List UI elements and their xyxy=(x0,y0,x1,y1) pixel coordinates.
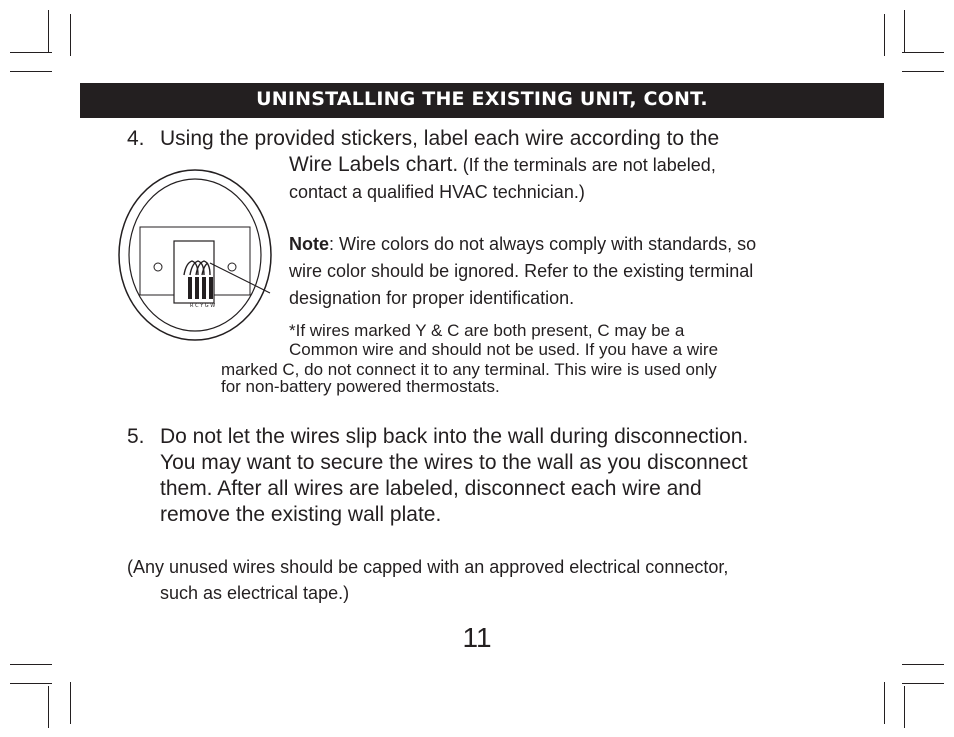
asterisk-note-line-4: for non-battery powered thermostats. xyxy=(221,377,500,396)
crop-mark xyxy=(70,14,71,56)
step-5-line-2: You may want to secure the wires to the wall as you disconnect xyxy=(160,451,748,474)
crop-mark xyxy=(48,10,49,52)
crop-mark xyxy=(904,10,905,52)
crop-mark xyxy=(70,682,71,724)
crop-mark xyxy=(10,683,52,684)
step-4-line-2 xyxy=(289,152,716,180)
asterisk-note-line-3: marked C, do not connect it to any terminal. This wire is used only xyxy=(221,360,717,379)
crop-mark xyxy=(10,664,52,665)
step-4-line-2-main: Wire Labels chart. xyxy=(289,153,459,176)
crop-mark xyxy=(884,14,885,56)
step-4-line-3: contact a qualified HVAC technician.) xyxy=(289,182,585,202)
wall-plate-illustration xyxy=(110,165,290,355)
step-5-line-4: remove the existing wall plate. xyxy=(160,503,442,526)
page-number: 11 xyxy=(462,622,492,653)
note-line-2: wire color should be ignored. Refer to the existing terminal xyxy=(289,261,754,281)
asterisk-note-line-2: Common wire and should not be used. If you have a wire xyxy=(289,340,719,359)
crop-mark xyxy=(10,71,52,72)
crop-mark xyxy=(902,71,944,72)
step-number: 4. xyxy=(127,127,145,150)
screw-hole xyxy=(228,263,236,271)
section-title: UNINSTALLING THE EXISTING UNIT, CONT. xyxy=(256,88,708,110)
crop-mark xyxy=(48,686,49,728)
step-5-line-1: Do not let the wires slip back into the wall during disconnection. xyxy=(160,425,749,448)
crop-mark xyxy=(904,686,905,728)
asterisk-note-line-1: *If wires marked Y & C are both present, C may be a xyxy=(289,321,685,340)
crop-mark xyxy=(884,682,885,724)
step-4-line-2-small: (If the terminals are not labeled, xyxy=(462,155,716,175)
note-text-1: : Wire colors do not always comply with standards, so xyxy=(329,234,757,254)
step-number: 5. xyxy=(127,425,145,448)
screw-hole xyxy=(154,263,162,271)
crop-mark xyxy=(902,664,944,665)
step-5-line-3: them. After all wires are labeled, disconnect each wire and xyxy=(160,477,702,500)
step-4-line-1: Using the provided stickers, label each wire according to the xyxy=(160,127,720,150)
footnote-line-2: such as electrical tape.) xyxy=(160,583,350,603)
crop-mark xyxy=(902,52,944,53)
crop-mark xyxy=(902,683,944,684)
note-line-1 xyxy=(289,232,756,256)
note-label: Note xyxy=(289,234,329,254)
section-header-bar xyxy=(80,83,884,118)
terminal-labels: R C Y G W xyxy=(190,303,216,309)
note-line-3: designation for proper identification. xyxy=(289,288,575,308)
footnote-line-1: (Any unused wires should be capped with an approved electrical connector, xyxy=(127,557,729,577)
crop-mark xyxy=(10,52,52,53)
